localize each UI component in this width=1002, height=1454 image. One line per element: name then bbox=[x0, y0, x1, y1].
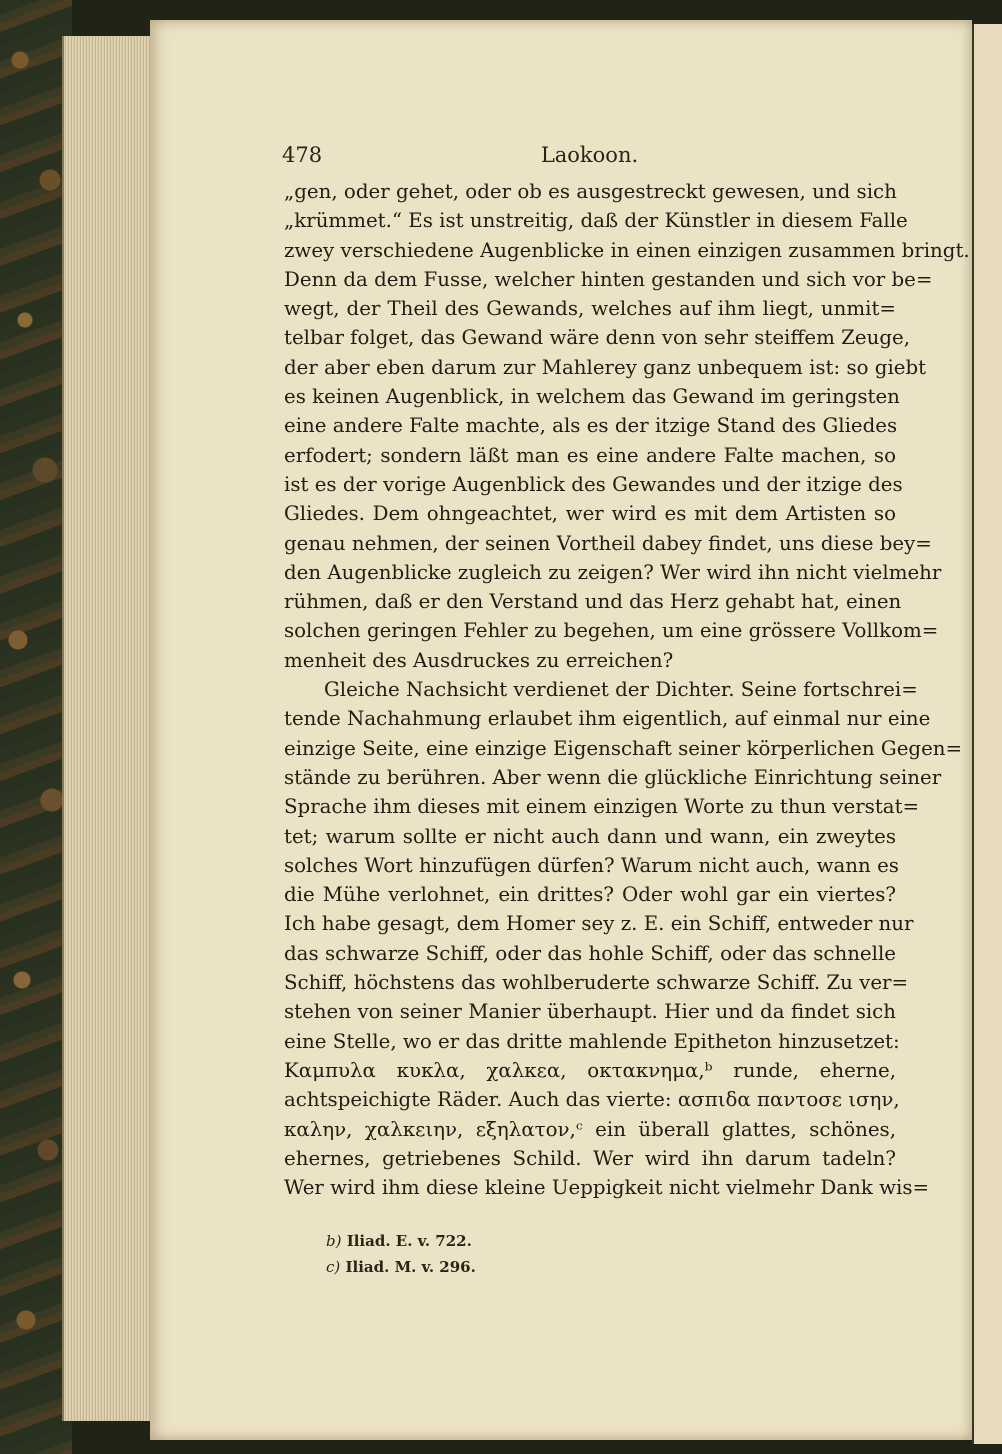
text-line: einzige Seite, eine einzige Eigenschaft seiner körperlichen Gegen= bbox=[284, 736, 963, 760]
body-text bbox=[284, 177, 970, 1202]
text-line: ist es der vorige Augenblick des Gewandes und der itzige des bbox=[284, 472, 903, 496]
text-line: ehernes, getriebenes Schild. Wer wird ihn darum tadeln? bbox=[284, 1146, 896, 1170]
page-number: 478 bbox=[282, 143, 323, 167]
text-line: der aber eben darum zur Mahlerey ganz unbequem ist: so giebt bbox=[284, 355, 927, 379]
text-line: stände zu berühren. Aber wenn die glückliche Einrichtung seiner bbox=[284, 765, 942, 789]
next-page-edge bbox=[972, 24, 1002, 1444]
text-line: achtspeichigte Räder. Auch das vierte: ασπιδα παντοσε ισην, bbox=[284, 1088, 900, 1112]
text-line: „krümmet.“ Es ist unstreitig, daß der Künstler in diesem Falle bbox=[284, 209, 908, 233]
text-line: menheit des Ausdruckes zu erreichen? bbox=[284, 648, 674, 672]
text-line: tende Nachahmung erlaubet ihm eigentlich, auf einmal nur eine bbox=[284, 707, 931, 731]
text-line: Gliedes. Dem ohngeachtet, wer wird es mit dem Artisten so bbox=[284, 502, 896, 526]
text-line: Schiff, höchstens das wohlberuderte schwarze Schiff. Zu ver= bbox=[284, 971, 909, 995]
footnote-text: Iliad. E. v. 722. bbox=[346, 1232, 472, 1250]
text-line: den Augenblicke zugleich zu zeigen? Wer wird ihn nicht vielmehr bbox=[284, 560, 942, 584]
text-line: Gleiche Nachsicht verdienet der Dichter. Seine fortschrei= bbox=[324, 678, 918, 702]
text-line: Ich habe gesagt, dem Homer sey z. E. ein Schiff, entweder nur bbox=[284, 912, 914, 936]
footnote-b bbox=[326, 1232, 472, 1250]
text-line: genau nehmen, der seinen Vortheil dabey findet, uns diese bey= bbox=[284, 531, 932, 555]
text-line: erfodert; sondern läßt man es eine andere Falte machen, so bbox=[284, 443, 896, 467]
text-line: rühmen, daß er den Verstand und das Herz gehabt hat, einen bbox=[284, 590, 902, 614]
footnote-mark: b) bbox=[326, 1232, 342, 1250]
footnote-mark: c) bbox=[326, 1258, 341, 1276]
text-line: Sprache ihm dieses mit einem einzigen Worte zu thun verstat= bbox=[284, 795, 920, 819]
running-title: Laokoon. bbox=[540, 143, 639, 167]
text-line: καλην, χαλκειην, εξηλατον,ᶜ ein überall glattes, schönes, bbox=[284, 1117, 896, 1141]
text-line: das schwarze Schiff, oder das hohle Schiff, oder das schnelle bbox=[284, 941, 896, 965]
text-line: Καμπυλα κυκλα, χαλκεα, οκτακνημα,ᵇ runde, eherne, bbox=[284, 1058, 896, 1082]
text-line: „gen, oder gehet, oder ob es ausgestreckt gewesen, und sich bbox=[284, 180, 897, 203]
text-line: eine Stelle, wo er das dritte mahlende Epitheton hinzusetzet: bbox=[284, 1029, 900, 1053]
text-line: zwey verschiedene Augenblicke in einen einzigen zusammen bringt. bbox=[284, 238, 970, 262]
text-line: es keinen Augenblick, in welchem das Gewand im geringsten bbox=[284, 385, 900, 409]
text-line: eine andere Falte machte, als es der itzige Stand des Gliedes bbox=[284, 414, 898, 438]
text-line: wegt, der Theil des Gewands, welches auf ihm liegt, unmit= bbox=[284, 297, 896, 321]
text-line: Denn da dem Fusse, welcher hinten gestanden und sich vor be= bbox=[284, 267, 933, 291]
page-header bbox=[282, 143, 897, 179]
text-line: stehen von seiner Manier überhaupt. Hier und da findet sich bbox=[284, 1000, 896, 1024]
text-line: solches Wort hinzufügen dürfen? Warum nicht auch, wann es bbox=[284, 853, 899, 877]
text-line: Wer wird ihm diese kleine Ueppigkeit nicht vielmehr Dank wis= bbox=[284, 1176, 930, 1200]
text-line: tet; warum sollte er nicht auch dann und wann, ein zweytes bbox=[284, 824, 896, 848]
text-line: solchen geringen Fehler zu begehen, um eine grössere Vollkom= bbox=[284, 619, 939, 643]
text-line: telbar folget, das Gewand wäre denn von sehr steiffem Zeuge, bbox=[284, 326, 911, 350]
footnote-c bbox=[326, 1258, 476, 1276]
footnote-text: Iliad. M. v. 296. bbox=[345, 1258, 476, 1276]
text-line: die Mühe verlohnet, ein drittes? Oder wohl gar ein viertes? bbox=[284, 883, 896, 907]
page-edges bbox=[62, 36, 164, 1421]
